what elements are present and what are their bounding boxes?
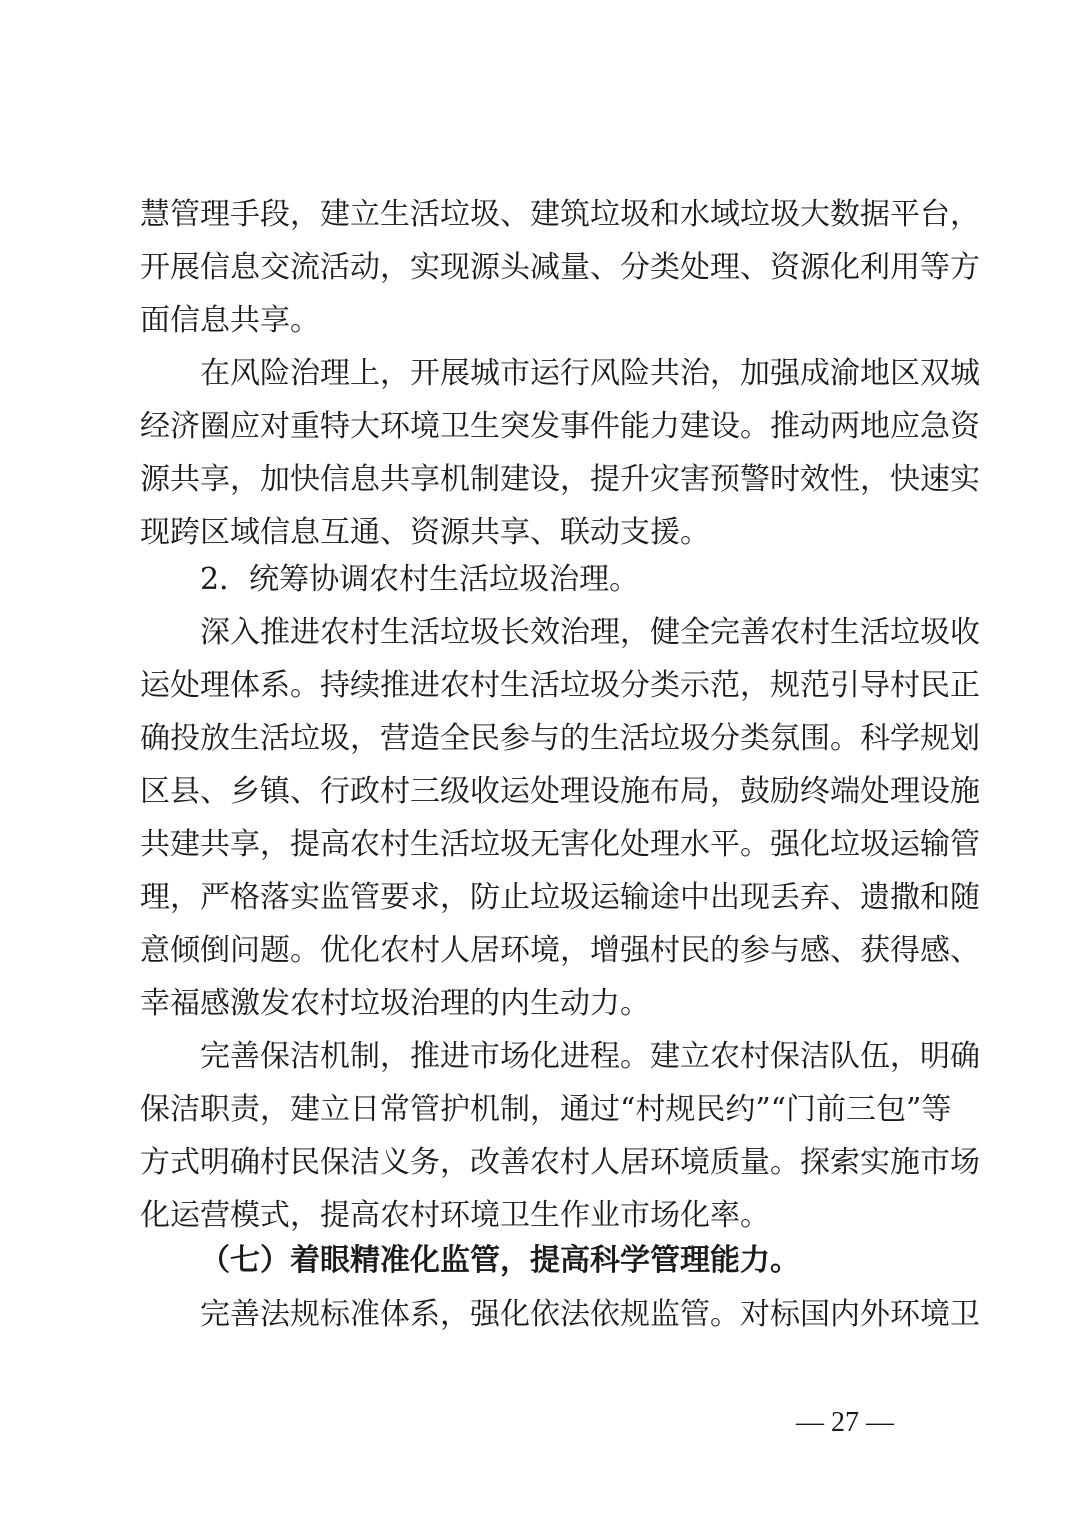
text-line: 开展信息交流活动，实现源头减量、分类处理、资源化利用等方 xyxy=(140,250,980,285)
text-line: 幸福感激发农村垃圾治理的内生动力。 xyxy=(140,986,650,1021)
text-line: 共建共享，提高农村生活垃圾无害化处理水平。强化垃圾运输管 xyxy=(140,827,980,862)
text-line: 区县、乡镇、行政村三级收运处理设施布局，鼓励终端处理设施 xyxy=(140,774,980,809)
text-line: 慧管理手段，建立生活垃圾、建筑垃圾和水域垃圾大数据平台， xyxy=(140,197,980,232)
text-line: 在风险治理上，开展城市运行风险共治，加强成渝地区双城 xyxy=(200,356,980,391)
text-line: 现跨区域信息互通、资源共享、联动支援。 xyxy=(140,515,710,550)
text-line: 化运营模式，提高农村环境卫生作业市场化率。 xyxy=(140,1198,770,1233)
text-line: 完善保洁机制，推进市场化进程。建立农村保洁队伍，明确 xyxy=(200,1039,980,1074)
text-line: 确投放生活垃圾，营造全民参与的生活垃圾分类氛围。科学规划 xyxy=(140,721,980,756)
text-line: 面信息共享。 xyxy=(140,303,320,338)
text-line: 保洁职责，建立日常管护机制，通过“村规民约”“门前三包”等 xyxy=(140,1092,952,1127)
text-line: 方式明确村民保洁义务，改善农村人居环境质量。探索实施市场 xyxy=(140,1145,980,1180)
page-number: — 27 — xyxy=(796,1407,894,1438)
text-line: 运处理体系。持续推进农村生活垃圾分类示范，规范引导村民正 xyxy=(140,668,980,703)
text-line: 深入推进农村生活垃圾长效治理，健全完善农村生活垃圾收 xyxy=(200,615,980,650)
text-line: 经济圈应对重特大环境卫生突发事件能力建设。推动两地应急资 xyxy=(140,409,980,444)
section-subheading: 2．统筹协调农村生活垃圾治理。 xyxy=(200,562,640,597)
section-heading: （七）着眼精准化监管，提高科学管理能力。 xyxy=(200,1243,800,1278)
text-line: 意倾倒问题。优化农村人居环境，增强村民的参与感、获得感、 xyxy=(140,933,980,968)
text-line: 理，严格落实监管要求，防止垃圾运输途中出现丢弃、遗撒和随 xyxy=(140,880,980,915)
text-line: 完善法规标准体系，强化依法依规监管。对标国内外环境卫 xyxy=(200,1297,980,1332)
text-line: 源共享，加快信息共享机制建设，提升灾害预警时效性，快速实 xyxy=(140,462,980,497)
